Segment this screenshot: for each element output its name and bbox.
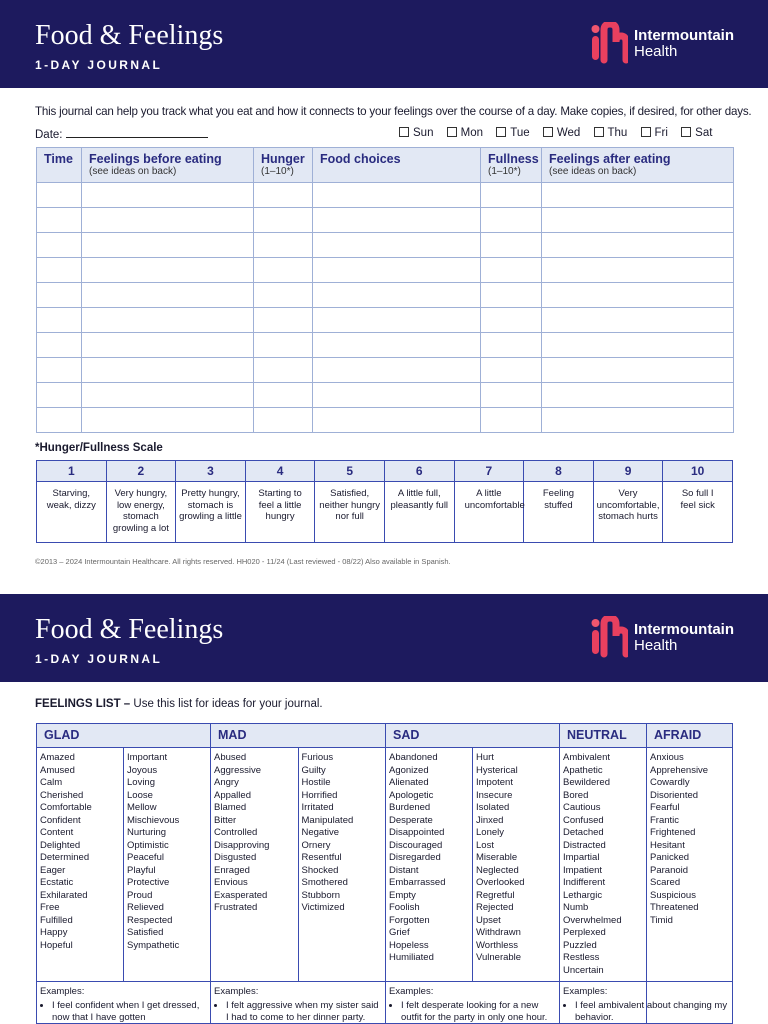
journal-cell[interactable] <box>37 383 82 408</box>
header-time: Time <box>37 148 82 183</box>
feeling-word: Mellow <box>127 802 157 813</box>
feeling-column <box>386 748 472 981</box>
feeling-word: Worthless <box>476 939 519 951</box>
feeling-word: Apprehensive <box>650 764 709 776</box>
feeling-word: Determined <box>40 852 90 863</box>
journal-cell[interactable] <box>82 283 254 308</box>
feeling-word: Burdened <box>389 802 431 813</box>
day-checkbox-sun[interactable]: Sun <box>399 127 433 139</box>
feeling-word: Fulfilled <box>40 914 73 926</box>
journal-cell[interactable] <box>542 183 734 208</box>
feeling-word: Mischievous <box>127 814 180 826</box>
feeling-word: Proud <box>127 889 153 901</box>
journal-cell[interactable] <box>37 408 82 433</box>
feeling-word: Cautious <box>563 802 601 813</box>
logo-line1: Intermountain <box>634 621 734 638</box>
scale-description: So full I feel sick <box>663 482 733 543</box>
feeling-word: Distant <box>389 864 419 876</box>
feeling-column <box>560 748 646 981</box>
scale-number: 5 <box>315 461 385 482</box>
feeling-word: Disgusted <box>214 852 257 863</box>
feeling-word: Controlled <box>214 827 258 838</box>
journal-cell[interactable] <box>254 283 313 308</box>
feeling-column <box>298 748 386 981</box>
feeling-word: Abandoned <box>389 752 438 763</box>
feeling-word: Bored <box>563 789 589 801</box>
journal-cell[interactable] <box>37 333 82 358</box>
feelings-list <box>36 723 733 1024</box>
scale-description: Satisfied, neither hungry nor full <box>315 482 385 543</box>
feeling-word: Restless <box>563 952 600 963</box>
feeling-word: Hesitant <box>650 839 685 851</box>
journal-cell[interactable] <box>313 258 481 283</box>
feeling-word: Hurt <box>476 752 494 763</box>
checkbox-icon[interactable] <box>681 127 691 137</box>
journal-cell[interactable] <box>82 208 254 233</box>
copyright-text: ©2013 – 2024 Intermountain Healthcare. All rights reserved. HH020 - 11/24 (Last reviewed - 08/22) Also available in Spanish. <box>35 557 451 566</box>
feeling-word: Desperate <box>389 814 433 826</box>
examples-label: Examples: <box>389 986 434 997</box>
examples-box <box>211 982 385 1024</box>
feeling-word: Guilty <box>301 764 326 776</box>
feeling-word: Exasperated <box>214 889 268 901</box>
category-sad <box>386 724 560 1024</box>
day-checkbox-tue[interactable]: Tue <box>496 127 529 139</box>
journal-cell[interactable] <box>542 358 734 383</box>
journal-cell[interactable] <box>254 208 313 233</box>
page-subtitle: 1-DAY JOURNAL <box>35 58 163 72</box>
example-item: • I feel ambivalent about changing my behavior. <box>575 1000 733 1024</box>
scale-description: Starting to feel a little hungry <box>245 482 315 543</box>
feelings-list-text: Use this list for ideas for your journal. <box>130 698 323 710</box>
feeling-word: Respected <box>127 914 173 926</box>
feeling-word: Resentful <box>301 852 342 863</box>
day-checkbox-fri[interactable]: Fri <box>641 127 668 139</box>
journal-cell[interactable] <box>82 333 254 358</box>
intermountain-logo-icon <box>590 22 628 66</box>
feeling-word: Exhilarated <box>40 889 88 901</box>
feeling-word: Eager <box>40 864 66 876</box>
journal-cell[interactable] <box>254 233 313 258</box>
scale-number: 1 <box>37 461 107 482</box>
journal-cell[interactable] <box>481 383 542 408</box>
feeling-word: Happy <box>40 927 68 938</box>
scale-description: A little full, pleasantly full <box>384 482 454 543</box>
feeling-column <box>211 748 298 981</box>
checkbox-icon[interactable] <box>594 127 604 137</box>
journal-cell[interactable] <box>542 283 734 308</box>
feeling-column <box>647 748 733 981</box>
scale-number: 2 <box>106 461 176 482</box>
feeling-word: Ornery <box>301 839 331 851</box>
examples-label: Examples: <box>214 986 259 997</box>
intro-text: This journal can help you track what you eat and how it connects to your feelings over the course of a day. Make copies, if desired, for other days. <box>35 105 752 118</box>
journal-cell[interactable] <box>82 383 254 408</box>
feeling-word: Victimized <box>301 902 345 913</box>
journal-cell[interactable] <box>37 358 82 383</box>
journal-cell[interactable] <box>542 258 734 283</box>
intermountain-logo-icon <box>590 616 628 660</box>
feeling-word: Upset <box>476 914 501 926</box>
journal-cell[interactable] <box>82 308 254 333</box>
feeling-word: Envious <box>214 877 248 888</box>
feeling-word: Satisfied <box>127 927 164 938</box>
feeling-column <box>123 748 210 981</box>
feeling-word: Disapproving <box>214 839 270 851</box>
journal-row <box>37 258 734 283</box>
scale-number: 7 <box>454 461 524 482</box>
feeling-word: Disappointed <box>389 827 445 838</box>
feeling-word: Loving <box>127 777 155 788</box>
feeling-word: Miserable <box>476 852 518 863</box>
scale-title: *Hunger/Fullness Scale <box>35 442 163 454</box>
examples-box <box>37 982 210 1024</box>
feeling-word: Smothered <box>301 877 348 888</box>
feeling-word: Lost <box>476 839 494 851</box>
feeling-word: Isolated <box>476 802 510 813</box>
logo-text <box>634 28 734 60</box>
feeling-word: Embarrassed <box>389 877 446 888</box>
journal-cell[interactable] <box>542 333 734 358</box>
journal-cell[interactable] <box>313 208 481 233</box>
feeling-word: Scared <box>650 877 681 888</box>
journal-cell[interactable] <box>481 358 542 383</box>
journal-cell[interactable] <box>254 258 313 283</box>
feeling-word: Frantic <box>650 814 680 826</box>
feeling-word: Regretful <box>476 889 515 901</box>
feeling-word: Threatened <box>650 902 699 913</box>
scale-number: 10 <box>663 461 733 482</box>
feeling-word: Jinxed <box>476 814 504 826</box>
feeling-word: Angry <box>214 777 239 788</box>
journal-row <box>37 233 734 258</box>
page-title: Food & Feelings <box>35 20 224 51</box>
checkbox-icon[interactable] <box>447 127 457 137</box>
feeling-word: Grief <box>389 927 410 938</box>
feeling-word: Fearful <box>650 802 680 813</box>
scale-number: 4 <box>245 461 315 482</box>
journal-cell[interactable] <box>37 233 82 258</box>
feeling-word: Optimistic <box>127 839 169 851</box>
page-title: Food & Feelings <box>35 614 224 645</box>
scale-description: Pretty hungry, stomach is growling a little <box>176 482 246 543</box>
example-item: • I felt aggressive when my sister said I had to come to her dinner party. <box>226 1000 382 1024</box>
feeling-word: Horrified <box>301 789 338 801</box>
journal-row <box>37 408 734 433</box>
journal-cell[interactable] <box>313 233 481 258</box>
journal-cell[interactable] <box>481 233 542 258</box>
date-line[interactable] <box>66 127 208 138</box>
day-checkbox-thu[interactable]: Thu <box>594 127 628 139</box>
feeling-word: Bewildered <box>563 777 610 788</box>
feeling-word: Anxious <box>650 752 684 763</box>
feeling-word: Apathetic <box>563 764 603 776</box>
journal-cell[interactable] <box>254 183 313 208</box>
journal-row <box>37 308 734 333</box>
feeling-word: Alienated <box>389 777 429 788</box>
category-header: AFRAID <box>647 724 733 748</box>
feeling-word: Puzzled <box>563 939 597 951</box>
intermountain-logo <box>590 616 734 660</box>
checkbox-icon[interactable] <box>641 127 651 137</box>
feeling-word: Calm <box>40 777 63 788</box>
feeling-word: Shocked <box>301 864 339 876</box>
feeling-word: Hysterical <box>476 764 518 776</box>
category-header: SAD <box>386 724 559 748</box>
feeling-word: Impotent <box>476 777 513 788</box>
journal-cell[interactable] <box>313 408 481 433</box>
journal-cell[interactable] <box>542 383 734 408</box>
feeling-word: Aggressive <box>214 764 261 776</box>
journal-cell[interactable] <box>254 408 313 433</box>
feeling-word: Humiliated <box>389 952 434 963</box>
scale-description: A little uncomfortable <box>454 482 524 543</box>
page-subtitle: 1-DAY JOURNAL <box>35 652 163 666</box>
scale-number: 8 <box>524 461 594 482</box>
day-checkbox-mon[interactable]: Mon <box>447 127 483 139</box>
feeling-word: Amazed <box>40 752 75 763</box>
feeling-word: Overwhelmed <box>563 914 622 926</box>
example-item: • I felt desperate looking for a new outfit for the party in only one hour. <box>401 1000 556 1024</box>
journal-cell[interactable] <box>82 408 254 433</box>
header-food-choices: Food choices <box>313 148 481 183</box>
category-glad <box>37 724 211 1024</box>
journal-cell[interactable] <box>542 308 734 333</box>
feeling-word: Frustrated <box>214 902 258 913</box>
feeling-word: Paranoid <box>650 864 689 876</box>
feeling-word: Confused <box>563 814 604 826</box>
journal-cell[interactable] <box>37 308 82 333</box>
feeling-word: Peaceful <box>127 852 164 863</box>
feeling-word: Important <box>127 752 168 763</box>
journal-row <box>37 383 734 408</box>
feelings-list-label: FEELINGS LIST – <box>35 698 131 710</box>
feelings-list-heading <box>35 698 323 710</box>
hunger-fullness-scale <box>36 460 733 543</box>
feeling-word: Joyous <box>127 764 158 776</box>
feeling-word: Lethargic <box>563 889 603 901</box>
page1-header-banner <box>0 0 768 88</box>
feeling-word: Discouraged <box>389 839 443 851</box>
example-item: • I feel confident when I get dressed, now that I have gotten <box>52 1000 207 1024</box>
journal-cell[interactable] <box>481 258 542 283</box>
feeling-word: Ecstatic <box>40 877 74 888</box>
journal-cell[interactable] <box>542 208 734 233</box>
feeling-word: Apologetic <box>389 789 434 801</box>
feeling-word: Furious <box>301 752 334 763</box>
logo-line1: Intermountain <box>634 27 734 44</box>
date-field[interactable] <box>35 127 208 141</box>
day-checkbox-wed[interactable]: Wed <box>543 127 580 139</box>
journal-cell[interactable] <box>481 308 542 333</box>
journal-row <box>37 333 734 358</box>
journal-cell[interactable] <box>542 408 734 433</box>
feeling-word: Content <box>40 827 74 838</box>
journal-cell[interactable] <box>37 258 82 283</box>
feeling-word: Impatient <box>563 864 603 876</box>
category-header: GLAD <box>37 724 210 748</box>
journal-cell[interactable] <box>254 308 313 333</box>
journal-cell[interactable] <box>82 258 254 283</box>
feeling-word: Impartial <box>563 852 600 863</box>
journal-cell[interactable] <box>82 358 254 383</box>
checkbox-icon[interactable] <box>543 127 553 137</box>
feeling-word: Hopeless <box>389 939 429 951</box>
feeling-word: Withdrawn <box>476 927 521 938</box>
feeling-word: Comfortable <box>40 802 92 813</box>
checkbox-icon[interactable] <box>496 127 506 137</box>
feeling-word: Abused <box>214 752 247 763</box>
feeling-word: Perplexed <box>563 927 606 938</box>
scale-description: Very uncomfortable, stomach hurts <box>593 482 663 543</box>
feeling-word: Sympathetic <box>127 939 180 951</box>
examples-box <box>386 982 559 1024</box>
journal-cell[interactable] <box>313 358 481 383</box>
feeling-word: Irritated <box>301 802 334 813</box>
journal-cell[interactable] <box>82 183 254 208</box>
feeling-word: Playful <box>127 864 156 876</box>
date-label: Date: <box>35 129 63 141</box>
journal-cell[interactable] <box>481 208 542 233</box>
feeling-word: Cherished <box>40 789 84 801</box>
feeling-word: Loose <box>127 789 153 801</box>
journal-row <box>37 208 734 233</box>
journal-cell[interactable] <box>313 383 481 408</box>
feeling-word: Blamed <box>214 802 247 813</box>
journal-cell[interactable] <box>313 308 481 333</box>
journal-cell[interactable] <box>313 283 481 308</box>
journal-cell[interactable] <box>313 183 481 208</box>
feeling-word: Vulnerable <box>476 952 522 963</box>
journal-cell[interactable] <box>37 183 82 208</box>
feeling-word: Amused <box>40 764 75 776</box>
journal-cell[interactable] <box>254 333 313 358</box>
header-feelings-after: Feelings after eating (see ideas on back) <box>542 148 734 183</box>
journal-row <box>37 358 734 383</box>
journal-cell[interactable] <box>542 233 734 258</box>
scale-description: Feeling stuffed <box>524 482 594 543</box>
day-checkboxes <box>399 127 712 139</box>
feeling-word: Lonely <box>476 827 504 838</box>
scale-description: Starving, weak, dizzy <box>37 482 107 543</box>
category-header: MAD <box>211 724 385 748</box>
logo-line2: Health <box>634 43 678 60</box>
feeling-word: Numb <box>563 902 589 913</box>
feeling-word: Insecure <box>476 789 513 801</box>
journal-row <box>37 283 734 308</box>
category-header: NEUTRAL <box>560 724 646 748</box>
journal-cell[interactable] <box>481 408 542 433</box>
feeling-word: Enraged <box>214 864 250 876</box>
feeling-word: Foolish <box>389 902 420 913</box>
journal-row <box>37 183 734 208</box>
scale-description: Very hungry, low energy, stomach growling a lot <box>106 482 176 543</box>
feeling-word: Panicked <box>650 852 690 863</box>
feeling-column <box>37 748 123 981</box>
journal-cell[interactable] <box>481 283 542 308</box>
scale-number: 3 <box>176 461 246 482</box>
logo-line2: Health <box>634 637 678 654</box>
journal-cell[interactable] <box>481 333 542 358</box>
journal-cell[interactable] <box>313 333 481 358</box>
feeling-word: Cowardly <box>650 777 690 788</box>
journal-cell[interactable] <box>481 183 542 208</box>
feeling-column <box>472 748 559 981</box>
feeling-word: Neglected <box>476 864 519 876</box>
examples-label: Examples: <box>40 986 85 997</box>
feeling-word: Distracted <box>563 839 606 851</box>
feeling-word: Hostile <box>301 777 331 788</box>
feeling-word: Disoriented <box>650 789 699 801</box>
checkbox-icon[interactable] <box>399 127 409 137</box>
feeling-word: Empty <box>389 889 416 901</box>
feeling-word: Disregarded <box>389 852 441 863</box>
header-fullness: Fullness (1–10*) <box>481 148 542 183</box>
feeling-word: Confident <box>40 814 81 826</box>
logo-text <box>634 622 734 654</box>
journal-table <box>36 147 734 433</box>
intermountain-logo <box>590 22 734 66</box>
feeling-word: Timid <box>650 914 673 926</box>
header-feelings-before: Feelings before eating (see ideas on back) <box>82 148 254 183</box>
feeling-word: Delighted <box>40 839 81 851</box>
day-checkbox-sat[interactable]: Sat <box>681 127 712 139</box>
scale-number: 9 <box>593 461 663 482</box>
feeling-word: Free <box>40 902 60 913</box>
feeling-word: Negative <box>301 827 339 838</box>
feeling-word: Rejected <box>476 902 514 913</box>
category-afraid <box>647 724 733 1024</box>
category-mad <box>211 724 386 1024</box>
feeling-word: Ambivalent <box>563 752 610 763</box>
feeling-word: Frightened <box>650 827 696 838</box>
feeling-word: Manipulated <box>301 814 354 826</box>
journal-cell[interactable] <box>254 383 313 408</box>
journal-cell[interactable] <box>37 208 82 233</box>
feeling-word: Bitter <box>214 814 237 826</box>
feeling-word: Overlooked <box>476 877 525 888</box>
feeling-word: Protective <box>127 877 170 888</box>
feeling-word: Uncertain <box>563 964 604 976</box>
feeling-word: Indifferent <box>563 877 606 888</box>
feeling-word: Hopeful <box>40 939 73 951</box>
journal-cell[interactable] <box>82 233 254 258</box>
feeling-word: Stubborn <box>301 889 341 901</box>
feeling-word: Agonized <box>389 764 429 776</box>
feeling-word: Detached <box>563 827 604 838</box>
scale-number: 6 <box>384 461 454 482</box>
journal-cell[interactable] <box>37 283 82 308</box>
examples-label: Examples: <box>563 986 608 997</box>
feeling-word: Nurturing <box>127 827 167 838</box>
feeling-word: Appalled <box>214 789 251 801</box>
feeling-word: Relieved <box>127 902 164 913</box>
journal-cell[interactable] <box>254 358 313 383</box>
feeling-word: Suspicious <box>650 889 696 901</box>
header-hunger: Hunger (1–10*) <box>254 148 313 183</box>
page2-header-banner <box>0 594 768 682</box>
feeling-word: Forgotten <box>389 914 430 926</box>
